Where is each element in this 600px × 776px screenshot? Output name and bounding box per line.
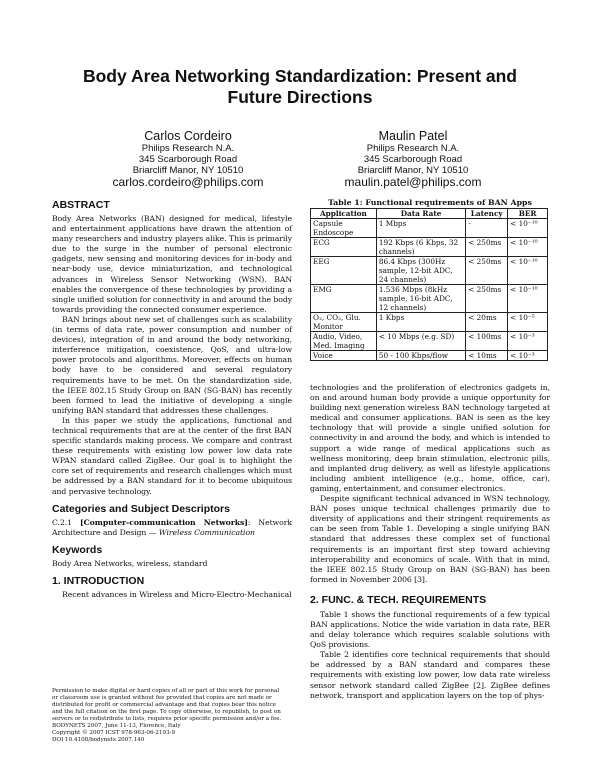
table-cell: < 10⁻³ (508, 332, 548, 351)
table-cell: < 10⁻⁵ (508, 313, 548, 332)
categories-heading: Categories and Subject Descriptors (52, 502, 230, 515)
table-cell: 1 Mbps (376, 219, 465, 238)
table-row (311, 313, 548, 332)
author-email: maulin.patel@philips.com (344, 175, 482, 189)
category-code: C.2.1 (52, 517, 73, 527)
table-cell: 50 - 100 Kbps/flow (376, 351, 465, 361)
category-italic: Wireless Communication (158, 527, 255, 537)
permission-line: BODYNETS 2007, June 11-13, Florence, Italy (52, 723, 181, 729)
table-cell: Audio, Video, Med. Imaging (311, 332, 377, 351)
table-cell: - (466, 219, 508, 238)
category-bracket: [Computer-communication Networks] (80, 517, 248, 527)
table-cell: < 10⁻³ (508, 351, 548, 361)
intro-heading: 1. INTRODUCTION (52, 574, 145, 587)
table-1 (310, 198, 550, 361)
category-rest: : Network Architecture and Design — (52, 517, 292, 537)
permission-line: Copyright © 2007 ICST 978-963-06-2193-9 (52, 730, 176, 736)
table-cell: < 250ms (466, 257, 508, 285)
body-paragraph: Despite significant technical advanced in WSN technology, BAN poses unique technical challenges primarily due to diversity of applications and their stringent requirements as can be seen from Table 1. Developing a single unifying BAN standard that addresses these complex set of functional requirements is an important first step toward achieving interoperability and economics of scale. With that in mind, the IEEE 802.15 Study Group on BAN (SG-BAN) has been formed in November 2006 [3]. (310, 494, 550, 584)
table-cell: 192 Kbps (6 Kbps, 32 channels) (376, 238, 465, 257)
table-caption: Table 1: Functional requirements of BAN Apps (328, 198, 532, 207)
author-email: carlos.cordeiro@philips.com (112, 175, 264, 189)
author-street: 345 Scarborough Road (363, 154, 463, 165)
table-header: Application (311, 209, 377, 219)
permission-line: DOI 10.4108/bodynets.2007.140 (52, 737, 145, 743)
table-cell: EMG (311, 285, 377, 313)
table-cell: < 10⁻¹⁰ (508, 238, 548, 257)
author-org: Philips Research N.A. (141, 143, 235, 154)
table-cell: < 10⁻¹⁰ (508, 285, 548, 313)
permission-line: or classroom use is granted without fee provided that copies are not made or (52, 695, 272, 701)
table-cell: < 10 Mbps (e.g. SD) (376, 332, 465, 351)
table-row (311, 285, 548, 313)
table-cell: Voice (311, 351, 377, 361)
table-cell: EEG (311, 257, 377, 285)
table-row (311, 219, 548, 238)
author-street: 345 Scarborough Road (138, 154, 238, 165)
table-cell: < 10⁻¹⁰ (508, 257, 548, 285)
permission-line: Permission to make digital or hard copies of all or part of this work for personal (52, 688, 280, 694)
intro-text: Recent advances in Wireless and Micro-Electro-Mechanical (62, 589, 292, 599)
table-header-row (311, 209, 548, 219)
abstract-paragraph: Body Area Networks (BAN) designed for medical, lifestyle and entertainment applications have drawn the attention of many researchers and industry players alike. This is primarily due to the surge in the number of personal electronic gadgets, new sensing and monitoring devices for in-body and near-body use, device miniaturization, and technological advances in Wireless Sensor Networking (WSN). BAN enables the convergence of these technologies by providing a single unified solution for connectivity in and around the body towards providing the connected consumer experience. (52, 214, 292, 314)
author-block-1 (83, 130, 293, 188)
table-cell: Capsule Endoscope (311, 219, 377, 238)
author-name: Carlos Cordeiro (144, 129, 232, 143)
table-cell: 1.536 Mbps (8kHz sample, 16-bit ADC, 12 channels) (376, 285, 465, 313)
paper-title: Body Area Networking Standardization: Present and Future Directions (82, 66, 517, 107)
author-city: Briarcliff Manor, NY 10510 (357, 165, 469, 176)
section-2-heading: 2. FUNC. & TECH. REQUIREMENTS (310, 593, 487, 606)
keywords-text: Body Area Networks, wireless, standard (52, 558, 208, 568)
abstract-heading: ABSTRACT (52, 199, 110, 211)
table-cell: O₂, CO₂, Glu. Monitor (311, 313, 377, 332)
table-header: Data Rate (376, 209, 465, 219)
author-city: Briarcliff Manor, NY 10510 (132, 165, 244, 176)
author-name: Maulin Patel (378, 129, 448, 143)
table-cell: ECG (311, 238, 377, 257)
table-cell: < 100ms (466, 332, 508, 351)
table-cell: < 10⁻¹⁰ (508, 219, 548, 238)
permission-line: and the full citation on the first page. To copy otherwise, to republish, to post on (52, 709, 281, 715)
table-header: BER (508, 209, 548, 219)
table-cell: < 10ms (466, 351, 508, 361)
keywords-heading: Keywords (52, 543, 103, 556)
body-paragraph: technologies and the proliferation of electronics gadgets in, on and around human body provide a unique opportunity for building next generation wireless BAN technology targeted at medical and consumer applications. BAN is seen as the key technology that will provide a single unified solution for connectivity in and around the body, and which is intended to support a wide range of medical applications such as wellness monitoring, deep brain stimulation, electronic pills, and implanted drug delivery, as well as lifestyle applications including ambient intelligence (e.g., home, office, car), gaming, entertainment, and consumer electronics. (310, 383, 550, 493)
table-row (311, 238, 548, 257)
abstract-paragraph: In this paper we study the applications, functional and technical requirements that are at the center of the first BAN specific standards making process. We compare and contrast these requirements with existing low power low data rate WPAN standard called ZigBee. Our goal is to highlight the core set of requirements and research challenges which must be addressed by a BAN standard for it to become ubiquitous and pervasive technology. (52, 415, 292, 496)
body-paragraph: Table 1 shows the functional requirements of a few typical BAN applications. Notice the wide variation in data rate, BER and delay tolerance which requires scalable solutions with QoS provisions. (310, 609, 550, 650)
table-cell: < 250ms (466, 285, 508, 313)
permission-line: distributed for profit or commercial advantage and that copies bear this notice (52, 702, 277, 708)
permission-notice (52, 688, 292, 744)
author-org: Philips Research N.A. (366, 143, 460, 154)
table-cell: 86.4 Kbps (300Hz sample, 12-bit ADC, 24 channels) (376, 257, 465, 285)
requirements-table (310, 208, 548, 361)
table-header: Latency (466, 209, 508, 219)
abstract-paragraph: BAN brings about new set of challenges such as scalability (in terms of data rate, power consumption and number of devices), integration of in and around the body networking, interference mitigation, coexistence, QoS, and ultra-low power protocols and algorithms. Moreover, effects on human body have to be considered and several regulatory requirements have to be met. On the standardization side, the IEEE 802.15 Study Group on BAN (SG-BAN) has recently been formed to lead the initiative of developing a single unifying BAN standard that addresses these challenges. (52, 314, 292, 415)
categories-text (52, 518, 292, 538)
author-block-2 (308, 130, 518, 188)
table-cell: 1 Kbps (376, 313, 465, 332)
permission-line: servers or to redistribute to lists, requires prior specific permission and/or a fee. (52, 716, 282, 722)
table-row (311, 332, 548, 351)
table-row (311, 257, 548, 285)
table-cell: < 250ms (466, 238, 508, 257)
right-column (310, 383, 550, 701)
body-paragraph: Table 2 identifies core technical requirements that should be addressed by a BAN standard and compares these requirements with existing low power, low data rate wireless sensor network standard called ZigBee [2]. ZigBee defines network, transport and application layers on the top of phys- (310, 650, 550, 700)
table-cell: < 20ms (466, 313, 508, 332)
left-column (52, 199, 292, 600)
table-row (311, 351, 548, 361)
